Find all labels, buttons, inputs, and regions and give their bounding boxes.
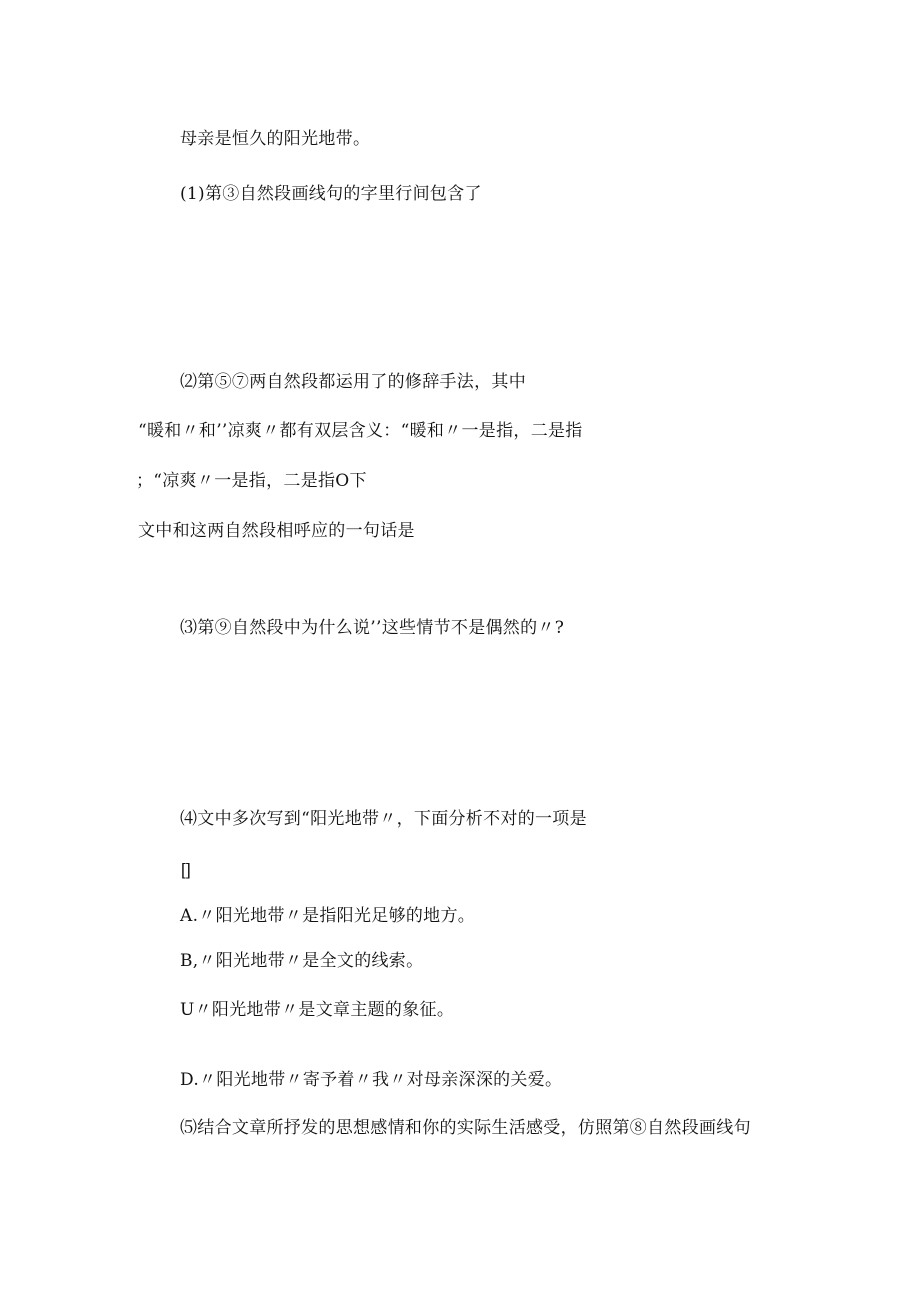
question-2: ⑵第⑤⑦两自然段都运用了的修辞手法，其中 [180, 372, 526, 392]
option-d: D.〃阳光地带〃寄予着〃我〃对母亲深深的关爱。 [180, 1070, 563, 1090]
option-b: B,〃阳光地带〃是全文的线索。 [180, 951, 424, 971]
option-c: U〃阳光地带〃是文章主题的象征。 [180, 1000, 455, 1020]
question-5: ⑸结合文章所抒发的思想感情和你的实际生活感受，仿照第⑧自然段画线句 [180, 1118, 751, 1138]
question-1: (1)第③自然段画线句的字里行间包含了 [180, 184, 482, 204]
question-3: ⑶第⑨自然段中为什么说’’这些情节不是偶然的〃? [180, 618, 565, 638]
text-line: 文中和这两自然段相呼应的一句话是 [138, 521, 415, 541]
option-a: A.〃阳光地带〃是指阳光足够的地方。 [180, 906, 476, 926]
question-4: ⑷文中多次写到“阳光地带〃，下面分析不对的一项是 [180, 809, 587, 829]
text-line: “暖和〃和’’凉爽〃都有双层含义：“暖和〃一是指，二是指 [138, 421, 583, 441]
text-line: ；“凉爽〃一是指，二是指O下 [136, 471, 367, 491]
text-line: 母亲是恒久的阳光地带。 [180, 129, 371, 149]
answer-bracket: [] [181, 860, 192, 879]
